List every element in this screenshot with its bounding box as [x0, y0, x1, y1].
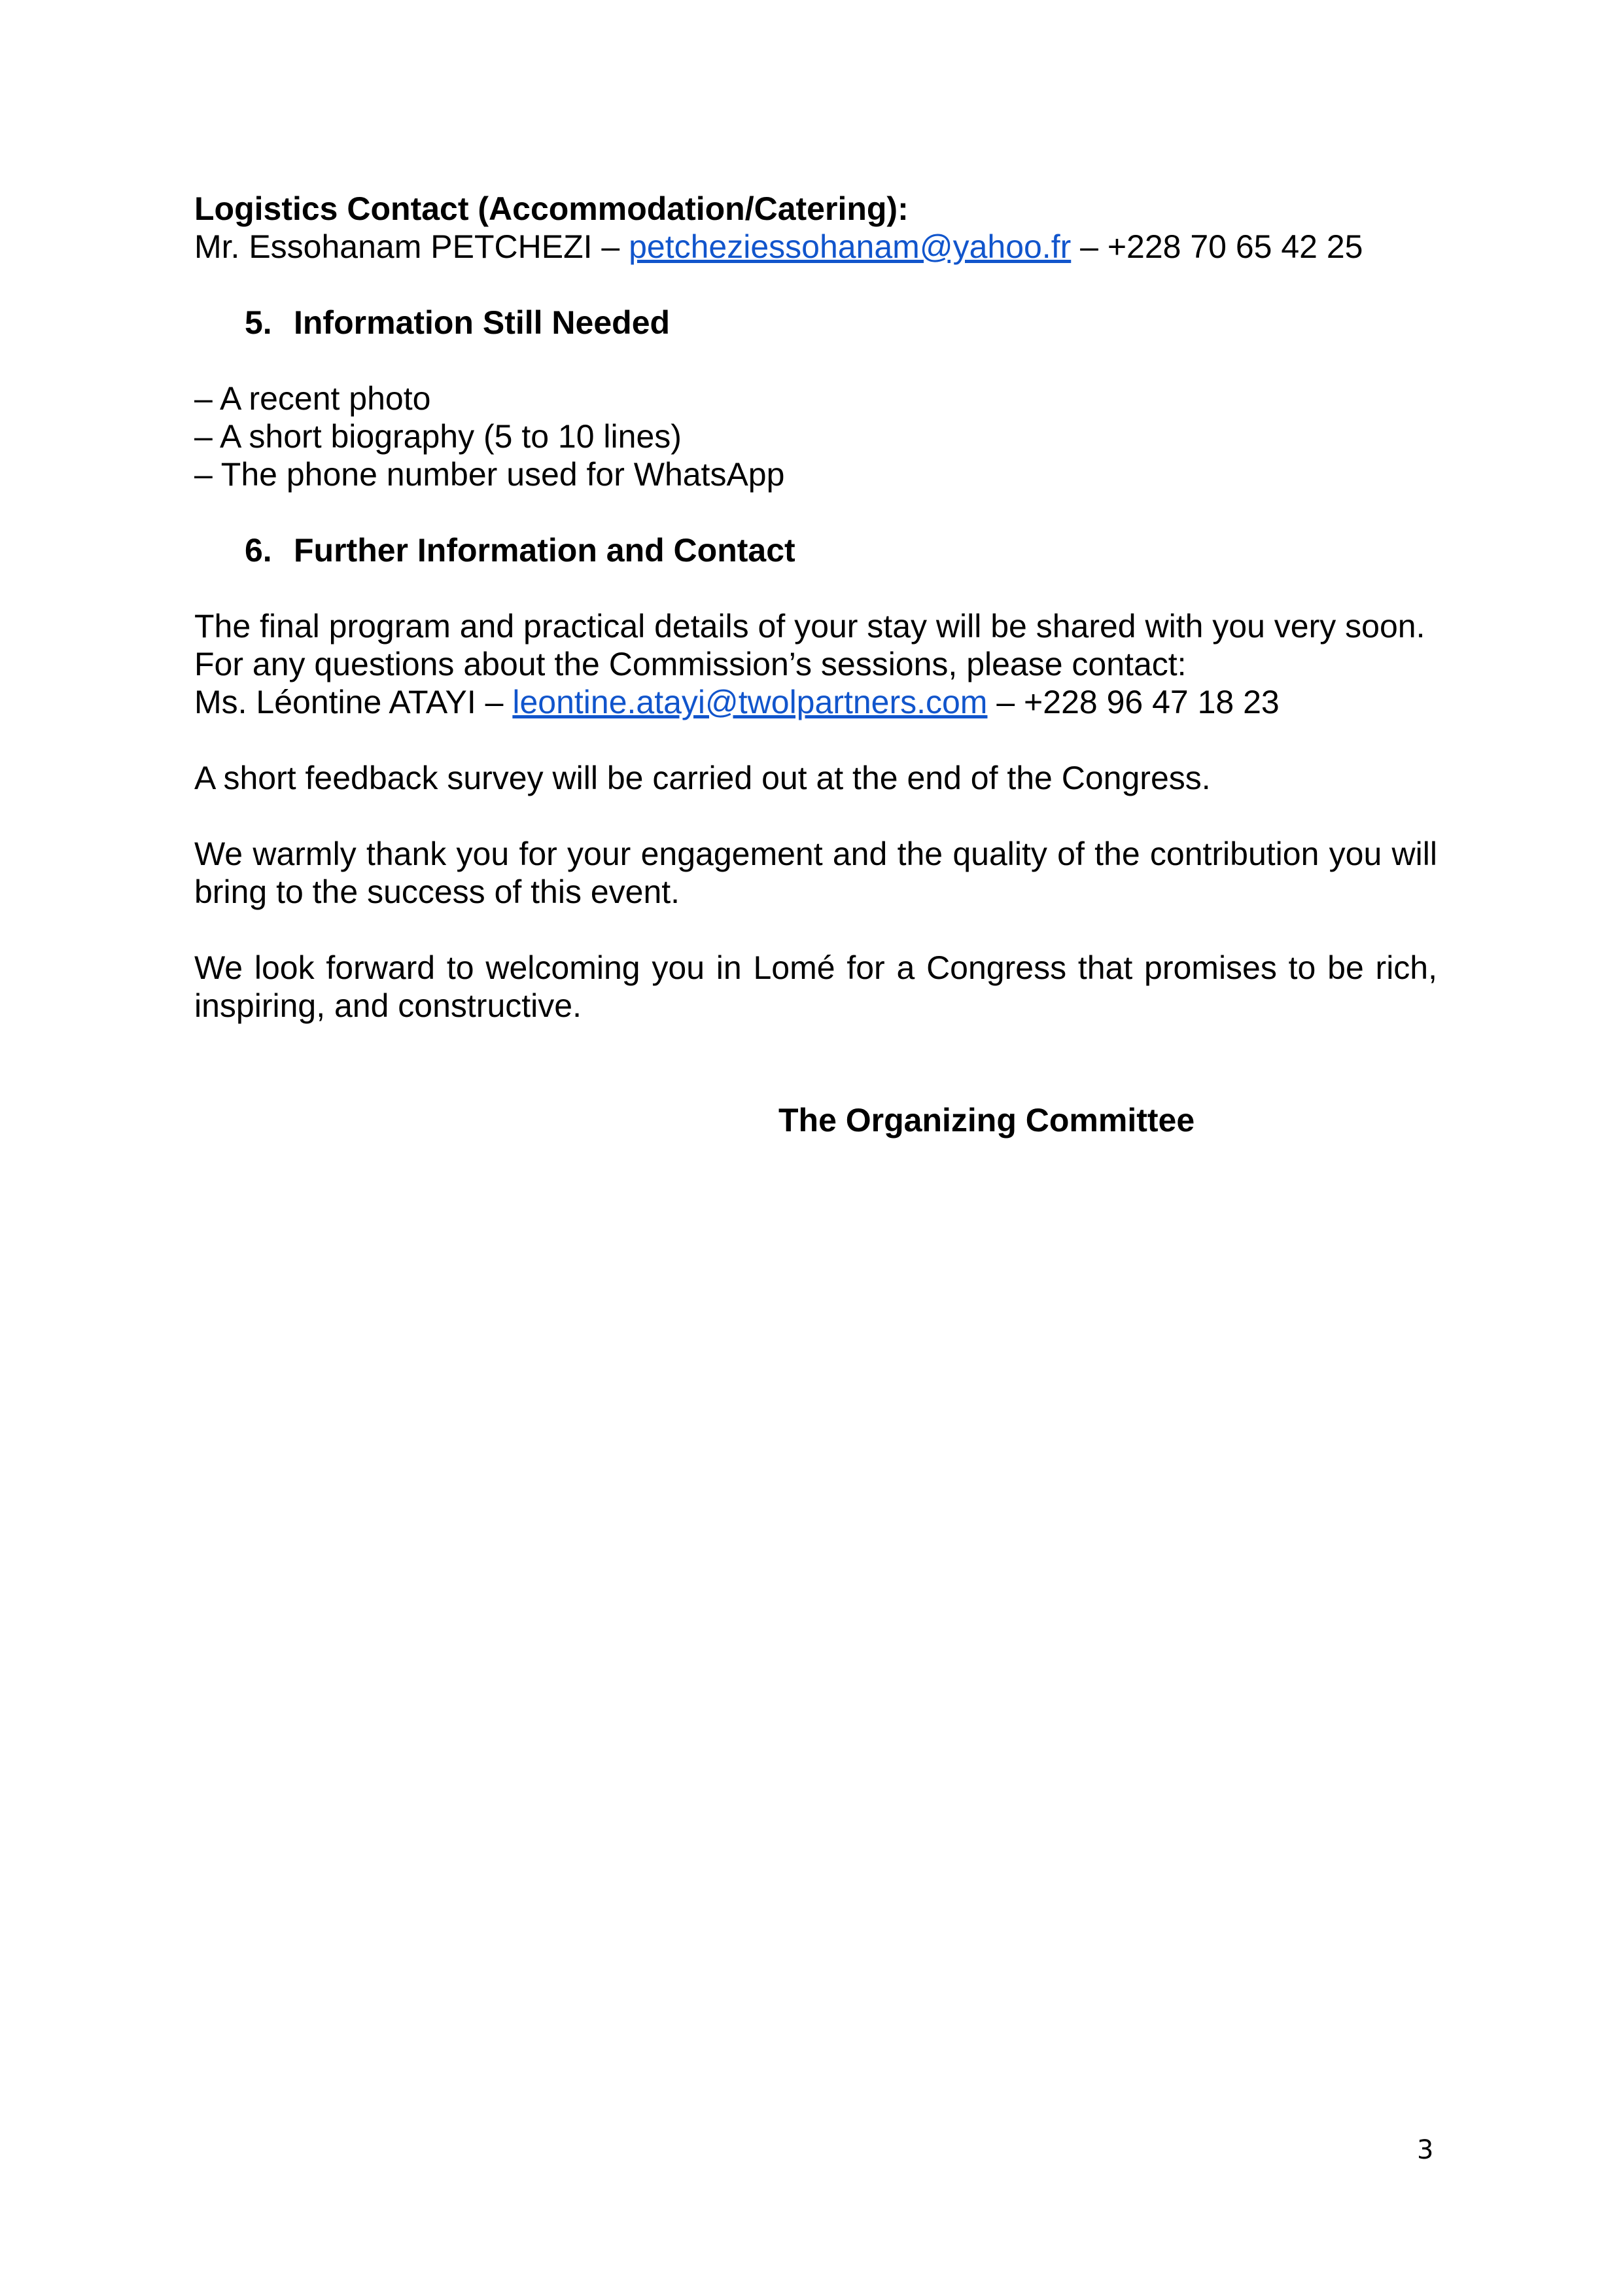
signature: The Organizing Committee	[778, 1102, 1195, 1139]
program-details-text: The final program and practical details of your stay will be shared with you very soon.	[194, 608, 1425, 645]
needed-item-phone: – The phone number used for WhatsApp	[194, 456, 785, 493]
needed-item-biography: – A short biography (5 to 10 lines)	[194, 418, 682, 455]
needed-item-photo: – A recent photo	[194, 380, 431, 417]
logistics-contact-line	[194, 228, 1437, 266]
survey-text: A short feedback survey will be carried out at the end of the Congress.	[194, 760, 1211, 796]
section-6-title: Further Information and Contact	[294, 532, 795, 569]
section-6-number: 6.	[245, 532, 272, 569]
section-5-heading	[245, 304, 1437, 342]
section-5-title: Information Still Needed	[294, 304, 671, 341]
welcome-text-line-1: We look forward to welcoming you in Lomé for a Congress that promises to be rich,	[194, 949, 1437, 986]
section-6-heading	[245, 531, 1437, 569]
logistics-heading: Logistics Contact (Accommodation/Catering):	[194, 190, 909, 227]
page-number: 3	[1417, 2135, 1434, 2165]
welcome-text-line-2: inspiring, and constructive.	[194, 987, 582, 1024]
logistics-contact-name: Mr. Essohanam PETCHEZI –	[194, 228, 629, 265]
commission-contact-line	[194, 683, 1437, 721]
commission-contact-phone: – +228 96 47 18 23	[987, 684, 1280, 720]
section-5-number: 5.	[245, 304, 272, 341]
thanks-text-line-2: bring to the success of this event.	[194, 874, 680, 910]
document-body	[194, 190, 1437, 1025]
logistics-contact-phone: – +228 70 65 42 25	[1071, 228, 1363, 265]
questions-text: For any questions about the Commission’s sessions, please contact:	[194, 646, 1187, 682]
thanks-text-line-1: We warmly thank you for your engagement and the quality of the contribution you will	[194, 836, 1437, 872]
commission-email-link[interactable]: leontine.atayi@twolpartners.com	[512, 684, 988, 720]
commission-contact-name: Ms. Léontine ATAYI –	[194, 684, 513, 720]
logistics-email-link[interactable]: petcheziessohanam@yahoo.fr	[629, 228, 1072, 265]
